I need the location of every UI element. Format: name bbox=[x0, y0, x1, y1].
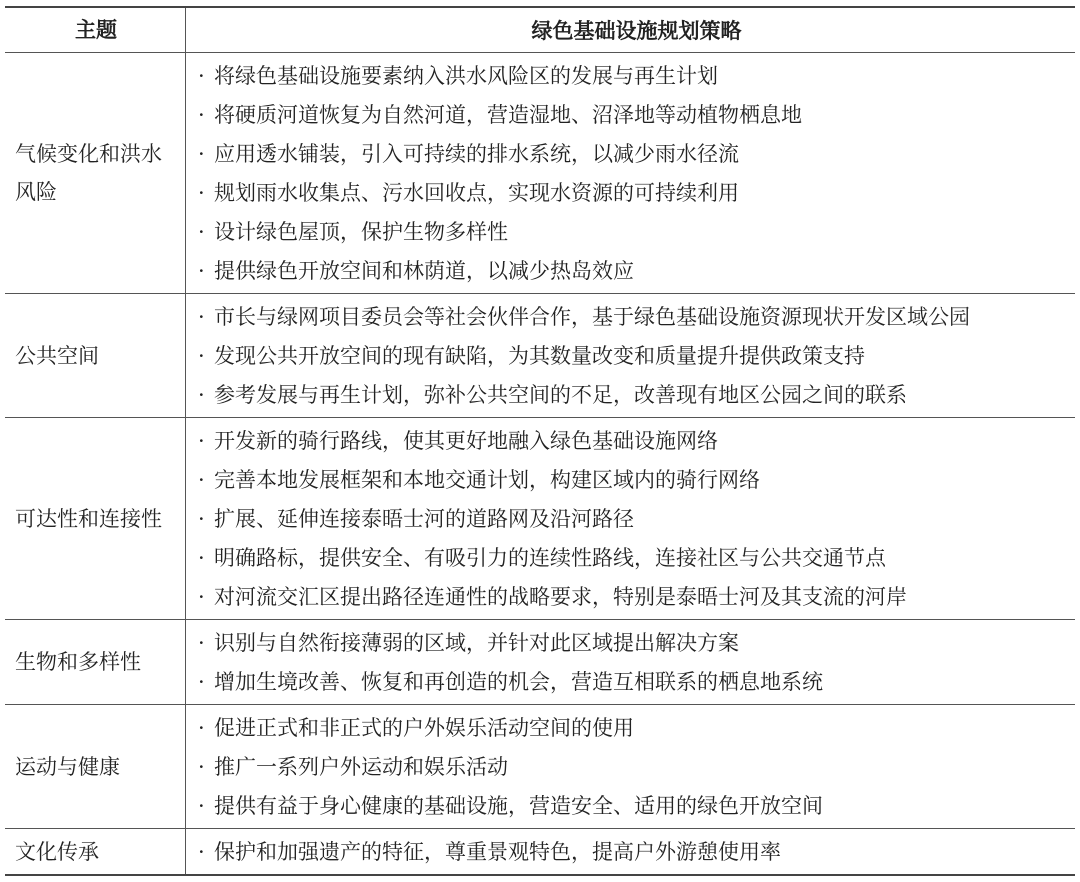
bullet-mark: · bbox=[198, 755, 205, 779]
bullet-mark: · bbox=[198, 64, 205, 88]
strategy-text: 将绿色基础设施要素纳入洪水风险区的发展与再生计划 bbox=[214, 64, 718, 88]
strategy-item bbox=[198, 298, 970, 337]
strategy-cell bbox=[186, 829, 1075, 874]
table-row bbox=[5, 52, 1075, 293]
strategy-text: 规划雨水收集点、污水回收点，实现水资源的可持续利用 bbox=[214, 181, 739, 205]
table-row bbox=[5, 293, 1075, 417]
bullet-mark: · bbox=[198, 305, 205, 329]
strategy-item bbox=[198, 748, 508, 787]
strategy-item bbox=[198, 787, 823, 826]
bullet-mark: · bbox=[198, 585, 205, 609]
topic-label: 运动与健康 bbox=[15, 754, 120, 779]
bullet-mark: · bbox=[198, 468, 205, 492]
bullet-mark: · bbox=[198, 383, 205, 407]
bullet-mark: · bbox=[198, 344, 205, 368]
topic-cell bbox=[5, 418, 186, 619]
strategy-item bbox=[198, 337, 865, 376]
strategy-cell bbox=[186, 294, 1075, 417]
strategy-table bbox=[5, 6, 1075, 876]
topic-label: 可达性和连接性 bbox=[15, 506, 162, 531]
strategy-cell bbox=[186, 705, 1075, 828]
strategy-cell bbox=[186, 418, 1075, 619]
strategy-item bbox=[198, 663, 823, 702]
bullet-mark: · bbox=[198, 103, 205, 127]
strategy-item bbox=[198, 624, 739, 663]
topic-label: 文化传承 bbox=[15, 839, 99, 864]
strategy-text: 设计绿色屋顶，保护生物多样性 bbox=[214, 220, 508, 244]
strategy-text: 识别与自然衔接薄弱的区域，并针对此区域提出解决方案 bbox=[214, 631, 739, 655]
table-row bbox=[5, 704, 1075, 828]
bullet-mark: · bbox=[198, 259, 205, 283]
strategy-item bbox=[198, 461, 760, 500]
table-row bbox=[5, 619, 1075, 704]
strategy-text: 对河流交汇区提出路径连通性的战略要求，特别是泰晤士河及其支流的河岸 bbox=[214, 585, 907, 609]
bullet-mark: · bbox=[198, 429, 205, 453]
bullet-mark: · bbox=[198, 670, 205, 694]
strategy-item bbox=[198, 96, 802, 135]
topic-label: 气候变化和洪水风险 bbox=[15, 142, 162, 204]
table-header-row bbox=[5, 8, 1075, 52]
topic-cell bbox=[5, 829, 186, 874]
topic-cell bbox=[5, 620, 186, 704]
strategy-item bbox=[198, 422, 718, 461]
bullet-mark: · bbox=[198, 716, 205, 740]
strategy-cell bbox=[186, 53, 1075, 293]
strategy-item bbox=[198, 57, 718, 96]
bullet-mark: · bbox=[198, 507, 205, 531]
bullet-mark: · bbox=[198, 142, 205, 166]
strategy-text: 应用透水铺装，引入可持续的排水系统，以减少雨水径流 bbox=[214, 142, 739, 166]
table-body bbox=[5, 52, 1075, 874]
strategy-text: 将硬质河道恢复为自然河道，营造湿地、沼泽地等动植物栖息地 bbox=[214, 103, 802, 127]
topic-label: 生物和多样性 bbox=[15, 650, 141, 674]
strategy-text: 保护和加强遗产的特征，尊重景观特色，提高户外游憩使用率 bbox=[214, 840, 781, 864]
strategy-item bbox=[198, 174, 739, 213]
strategy-text: 明确路标，提供安全、有吸引力的连续性路线，连接社区与公共交通节点 bbox=[214, 546, 886, 570]
strategy-text: 发现公共开放空间的现有缺陷，为其数量改变和质量提升提供政策支持 bbox=[214, 344, 865, 368]
strategy-item bbox=[198, 539, 886, 578]
strategy-text: 推广一系列户外运动和娱乐活动 bbox=[214, 755, 508, 779]
table-row bbox=[5, 828, 1075, 874]
strategy-text: 提供绿色开放空间和林荫道，以减少热岛效应 bbox=[214, 259, 634, 283]
strategy-text: 促进正式和非正式的户外娱乐活动空间的使用 bbox=[214, 716, 634, 740]
strategy-text: 完善本地发展框架和本地交通计划，构建区域内的骑行网络 bbox=[214, 468, 760, 492]
topic-label: 公共空间 bbox=[15, 343, 99, 368]
strategy-item bbox=[198, 709, 634, 748]
table-row bbox=[5, 417, 1075, 619]
strategy-item bbox=[198, 833, 781, 872]
bullet-mark: · bbox=[198, 840, 205, 864]
bullet-mark: · bbox=[198, 631, 205, 655]
bullet-mark: · bbox=[198, 181, 205, 205]
strategy-cell bbox=[186, 620, 1075, 704]
strategy-item bbox=[198, 578, 907, 617]
strategy-text: 增加生境改善、恢复和再创造的机会，营造互相联系的栖息地系统 bbox=[214, 670, 823, 694]
strategy-text: 提供有益于身心健康的基础设施，营造安全、适用的绿色开放空间 bbox=[214, 794, 823, 818]
topic-cell bbox=[5, 705, 186, 828]
strategy-item bbox=[198, 135, 739, 174]
bullet-mark: · bbox=[198, 546, 205, 570]
strategy-text: 开发新的骑行路线，使其更好地融入绿色基础设施网络 bbox=[214, 429, 718, 453]
bullet-mark: · bbox=[198, 794, 205, 818]
topic-cell bbox=[5, 53, 186, 293]
strategy-item bbox=[198, 252, 634, 291]
strategy-item bbox=[198, 376, 907, 415]
strategy-text: 扩展、延伸连接泰晤士河的道路网及沿河路径 bbox=[214, 507, 634, 531]
strategy-text: 市长与绿网项目委员会等社会伙伴合作，基于绿色基础设施资源现状开发区域公园 bbox=[214, 305, 970, 329]
topic-cell bbox=[5, 294, 186, 417]
header-topic: 主题 bbox=[5, 8, 186, 52]
strategy-text: 参考发展与再生计划，弥补公共空间的不足，改善现有地区公园之间的联系 bbox=[214, 383, 907, 407]
bullet-mark: · bbox=[198, 220, 205, 244]
strategy-item bbox=[198, 500, 634, 539]
header-strategy: 绿色基础设施规划策略 bbox=[531, 18, 742, 43]
strategy-item bbox=[198, 213, 508, 252]
